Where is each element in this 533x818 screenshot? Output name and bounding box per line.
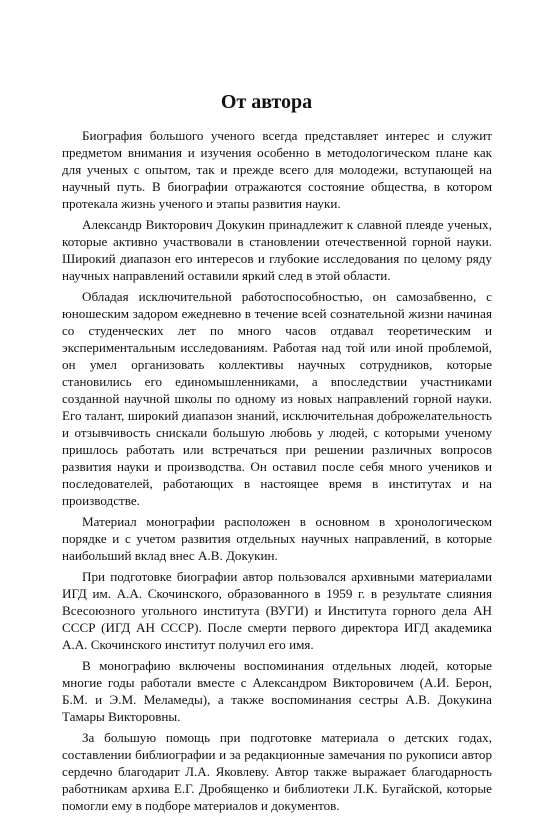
paragraph-3: Обладая исключительной работоспособностью, он самозабвенно, с юношеским задором ежедневно в течение всей сознательной жизни начиная со студенческих лет по много часов отдавал теоретическим и экспериментальным исследованиям. Работая над той или иной проблемой, он умел организовать коллективы научных сотрудников, которые становились его единомышленниками, а впоследствии участниками созданной научной школы по одному из новых направлений горной науки. Его талант, широкий диапазон знаний, исключительная доброжелательность и отзывчивость снискали большую любовь у людей, с которыми ученому пришлось работать или встречаться при решении различных вопросов развития науки и производства. Он оставил после себя много учеников и последователей, работающих в настоящее время в институтах и на производстве. <box>62 289 492 508</box>
paragraph-1: Биография большого ученого всегда представляет интерес и служит предметом внимания и изучения особенно в методологическом плане как для ученых с опытом, так и прежде всего для молодежи, вступающей на научный путь. В биографии отражаются состояние общества, в котором протекала жизнь ученого и этапы развития науки. <box>62 128 492 211</box>
paragraph-6: В монографию включены воспоминания отдельных людей, которые многие годы работали вместе с Александром Викторовичем (А.И. Берон, Б.М. и Э.М. Меламеды), а также воспоминания сестры А.В. Докукина Тамары Викторовны. <box>62 658 492 724</box>
paragraph-7: За большую помощь при подготовке материала о детских годах, составлении библиографии и за редакционные замечания по рукописи автор сердечно благодарит Л.А. Яковлеву. Автор также выражает благодарность работникам архива Е.Г. Дробященко и библиотеки Л.К. Бугайской, которые помогли ему в подборе материалов и документов. <box>62 730 492 813</box>
page-title: От автора <box>220 91 313 113</box>
paragraph-5: При подготовке биографии автор пользовался архивными материалами ИГД им. А.А. Скочинского, образованного в 1959 г. в результате слияния Всесоюзного угольного института (ВУГИ) и Института горного дела АН СССР (ИГД АН СССР). После смерти первого директора ИГД академика А.А. Скочинского институт получил его имя. <box>62 569 492 652</box>
paragraph-2: Александр Викторович Докукин принадлежит к славной плеяде ученых, которые активно участвовали в становлении отечественной горной науки. Широкий диапазон его интересов и глубокие исследования по целому ряду научных направлений оставили яркий след в этой области. <box>62 217 492 283</box>
body-text <box>62 127 492 818</box>
paragraph-4: Материал монографии расположен в основном в хронологическом порядке и с учетом развития отдельных научных направлений, в которые наибольший вклад внес А.В. Докукин. <box>62 514 492 563</box>
